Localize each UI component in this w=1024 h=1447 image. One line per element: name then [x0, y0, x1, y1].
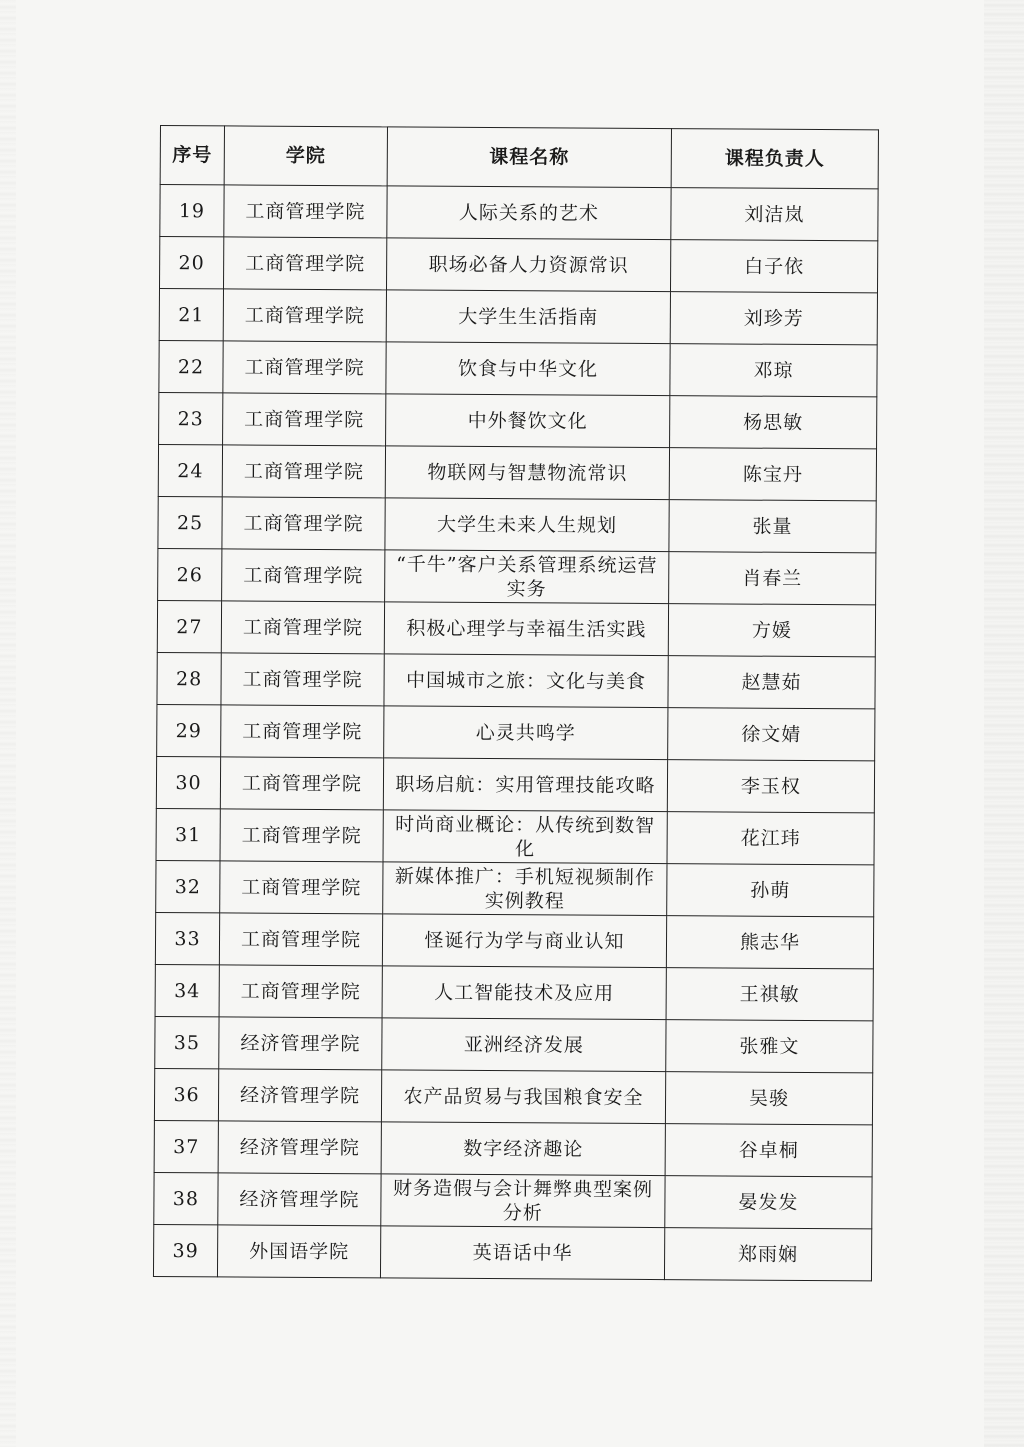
- table-row: [158, 548, 876, 604]
- table-row: [154, 1172, 872, 1228]
- row-number: 37: [154, 1120, 218, 1172]
- table-header-row: [160, 126, 878, 189]
- row-college: 工商管理学院: [224, 237, 387, 290]
- row-course-name: 数字经济趣论: [381, 1122, 665, 1176]
- table-row: [156, 808, 874, 864]
- row-number: 28: [157, 652, 221, 704]
- row-course-name: “千牛”客户关系管理系统运营实务: [385, 550, 669, 604]
- row-college: 工商管理学院: [222, 445, 385, 498]
- row-course-lead: 郑雨娴: [664, 1228, 871, 1281]
- row-course-name: 中国城市之旅：文化与美食: [384, 654, 668, 708]
- row-course-name: 财务造假与会计舞弊典型案例分析: [381, 1174, 665, 1228]
- row-course-lead: 谷卓桐: [665, 1124, 872, 1177]
- row-college: 工商管理学院: [221, 601, 384, 654]
- row-course-lead: 白子依: [670, 240, 877, 293]
- row-number: 34: [155, 964, 219, 1016]
- row-course-lead: 方媛: [668, 604, 875, 657]
- row-college: 工商管理学院: [219, 965, 382, 1018]
- row-college: 工商管理学院: [220, 809, 383, 862]
- row-number: 32: [156, 860, 220, 912]
- row-course-lead: 徐文婧: [668, 708, 875, 761]
- table-row: [159, 392, 877, 448]
- row-course-name: 物联网与智慧物流常识: [385, 446, 669, 500]
- table-row: [155, 1016, 873, 1072]
- table-row: [158, 496, 876, 552]
- header-course-name: 课程名称: [387, 127, 671, 188]
- row-course-lead: 张雅文: [666, 1020, 873, 1073]
- row-course-name: 亚洲经济发展: [382, 1018, 666, 1072]
- row-course-name: 人工智能技术及应用: [382, 966, 666, 1020]
- table-row: [154, 1068, 872, 1124]
- table-row: [157, 652, 875, 708]
- row-number: 20: [160, 237, 224, 289]
- row-college: 工商管理学院: [223, 289, 386, 342]
- table-row: [157, 600, 875, 656]
- row-course-name: 心灵共鸣学: [384, 706, 668, 760]
- scan-edge-left: [0, 0, 16, 1447]
- row-course-lead: 张量: [669, 500, 876, 553]
- row-college: 工商管理学院: [221, 653, 384, 706]
- row-college: 经济管理学院: [218, 1121, 381, 1174]
- row-course-lead: 吴骏: [665, 1072, 872, 1125]
- row-college: 工商管理学院: [222, 497, 385, 550]
- table-row: [158, 444, 876, 500]
- row-number: 25: [158, 496, 222, 548]
- row-number: 24: [158, 444, 222, 496]
- scan-edge-right: [984, 0, 1024, 1447]
- table-row: [156, 860, 874, 916]
- row-college: 工商管理学院: [221, 705, 384, 758]
- row-course-name: 大学生生活指南: [386, 290, 670, 344]
- header-college: 学院: [224, 126, 387, 186]
- row-number: 26: [158, 548, 222, 600]
- row-college: 工商管理学院: [220, 861, 383, 914]
- row-course-name: 英语话中华: [380, 1226, 664, 1280]
- row-number: 36: [154, 1068, 218, 1120]
- row-college: 工商管理学院: [222, 549, 385, 602]
- table-row: [154, 1120, 872, 1176]
- row-number: 21: [159, 289, 223, 341]
- course-table: [153, 125, 879, 1281]
- row-course-lead: 陈宝丹: [669, 448, 876, 501]
- row-number: 19: [160, 185, 224, 237]
- row-course-lead: 赵慧茹: [668, 656, 875, 709]
- header-course-lead: 课程负责人: [671, 129, 878, 189]
- row-course-name: 中外餐饮文化: [386, 394, 670, 448]
- row-course-name: 积极心理学与幸福生活实践: [384, 602, 668, 656]
- table-row: [155, 912, 873, 968]
- row-number: 27: [157, 600, 221, 652]
- row-college: 工商管理学院: [223, 341, 386, 394]
- row-course-name: 时尚商业概论：从传统到数智化: [383, 810, 667, 864]
- table-row: [157, 704, 875, 760]
- row-college: 工商管理学院: [219, 913, 382, 966]
- row-number: 31: [156, 808, 220, 860]
- row-course-lead: 杨思敏: [670, 396, 877, 449]
- row-college: 工商管理学院: [220, 757, 383, 810]
- row-course-lead: 熊志华: [666, 916, 873, 969]
- row-college: 经济管理学院: [218, 1173, 381, 1226]
- row-course-name: 职场必备人力资源常识: [386, 238, 670, 292]
- row-college: 工商管理学院: [223, 393, 386, 446]
- row-number: 29: [157, 704, 221, 756]
- row-college: 经济管理学院: [218, 1069, 381, 1122]
- row-course-name: 人际关系的艺术: [387, 186, 671, 240]
- row-course-lead: 李玉权: [667, 760, 874, 813]
- row-course-lead: 邓琼: [670, 344, 877, 397]
- row-number: 33: [155, 912, 219, 964]
- row-course-name: 大学生未来人生规划: [385, 498, 669, 552]
- table-row: [156, 756, 874, 812]
- row-course-name: 饮食与中华文化: [386, 342, 670, 396]
- table-row: [160, 185, 878, 241]
- header-number: 序号: [160, 126, 224, 185]
- table-row: [159, 289, 877, 345]
- row-course-name: 新媒体推广：手机短视频制作实例教程: [383, 862, 667, 916]
- row-number: 39: [153, 1224, 217, 1276]
- table-row: [155, 964, 873, 1020]
- row-course-lead: 花江玮: [667, 812, 874, 865]
- row-college: 外国语学院: [217, 1225, 380, 1278]
- table-row: [160, 237, 878, 293]
- row-number: 30: [156, 756, 220, 808]
- row-college: 经济管理学院: [219, 1017, 382, 1070]
- table-row: [153, 1224, 871, 1280]
- row-course-lead: 肖春兰: [669, 552, 876, 605]
- row-number: 38: [154, 1172, 218, 1224]
- row-number: 23: [159, 392, 223, 444]
- row-course-lead: 王祺敏: [666, 968, 873, 1021]
- row-college: 工商管理学院: [224, 185, 387, 238]
- row-course-lead: 晏发发: [665, 1176, 872, 1229]
- row-course-lead: 刘洁岚: [671, 188, 878, 241]
- table-row: [159, 340, 877, 396]
- row-course-name: 农产品贸易与我国粮食安全: [381, 1070, 665, 1124]
- row-course-name: 怪诞行为学与商业认知: [382, 914, 666, 968]
- row-course-lead: 刘珍芳: [670, 292, 877, 345]
- row-course-lead: 孙萌: [667, 864, 874, 917]
- row-number: 22: [159, 340, 223, 392]
- row-number: 35: [155, 1016, 219, 1068]
- row-course-name: 职场启航：实用管理技能攻略: [383, 758, 667, 812]
